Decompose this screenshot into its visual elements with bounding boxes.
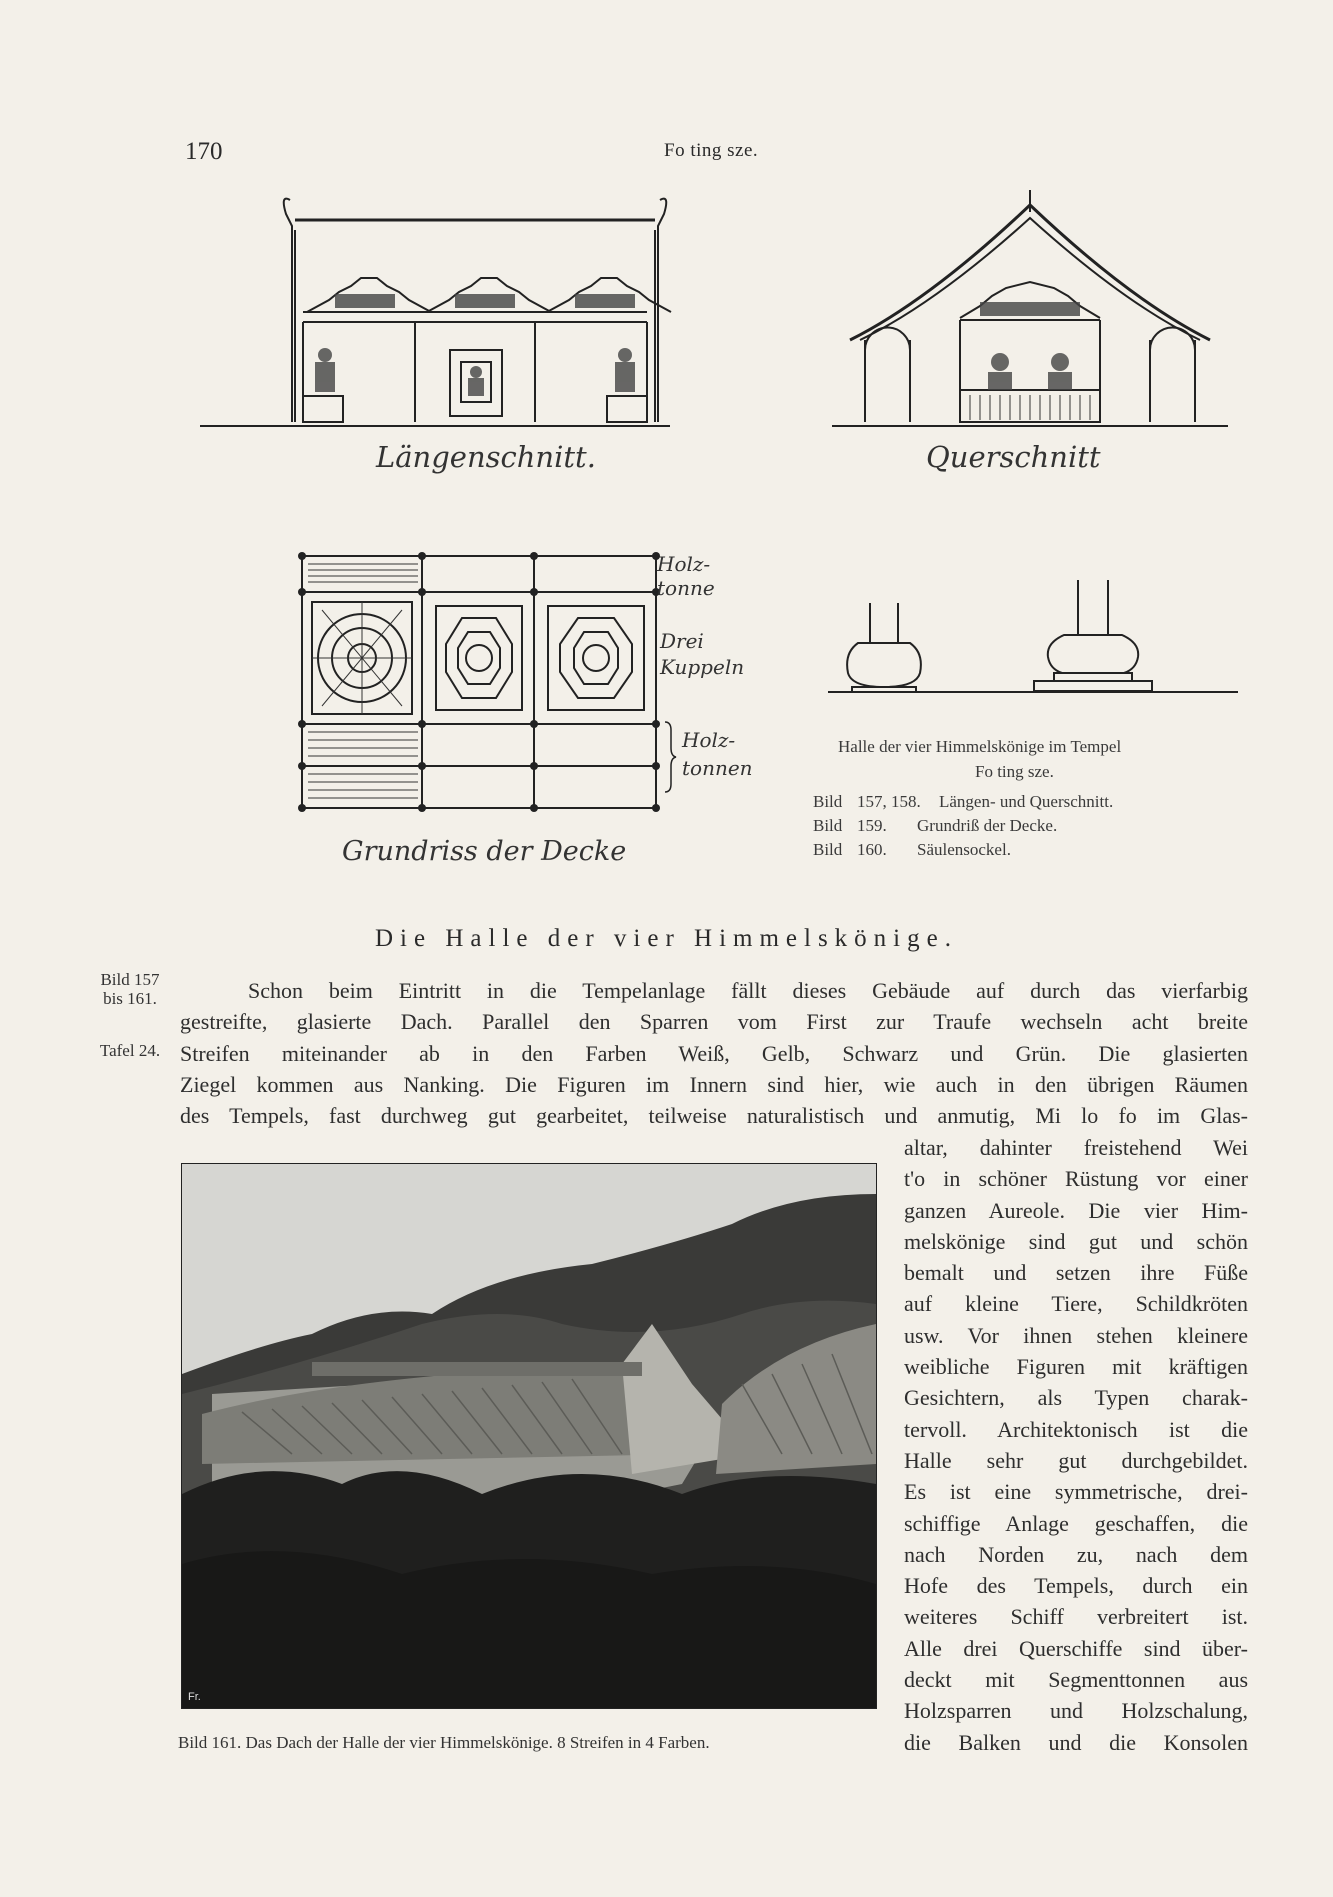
body-line: t'o in schöner Rüstung vor einer	[904, 1166, 1248, 1192]
body-line: nach Norden zu, nach dem	[904, 1541, 1248, 1567]
annotation-line: tonnen	[682, 756, 753, 780]
body-text-full	[180, 975, 1248, 1131]
running-title: Fo ting sze.	[664, 140, 759, 161]
body-line: altar, dahinter freistehend Wei	[904, 1135, 1248, 1160]
body-line: bemalt und setzen ihre Füße	[904, 1260, 1248, 1286]
body-line: weibliche Figuren mit kräftigen	[904, 1354, 1248, 1380]
body-text-column	[904, 1132, 1248, 1758]
annotation-line: Drei	[660, 629, 704, 653]
body-line: Halle sehr gut durchgebildet.	[904, 1447, 1248, 1473]
section-title: Die Halle der vier Himmelskönige.	[375, 925, 958, 952]
body-line: Es ist eine symmetrische, drei-	[904, 1479, 1248, 1505]
longitudinal-section-drawing	[195, 190, 675, 435]
caption-text: Grundriß der Decke.	[917, 816, 1058, 835]
body-line: Schon beim Eintritt in die Tempelanlage fällt dieses Gebäude auf durch das vierfarbig	[248, 978, 1248, 1003]
caption-ref: Bild	[813, 816, 843, 835]
longitudinal-section-label: Längenschnitt.	[376, 440, 596, 474]
body-line: Ziegel kommen aus Nanking. Die Figuren im Innern sind hier, wie auch in den übrigen Räumen	[180, 1071, 1248, 1097]
roof-photograph	[181, 1163, 877, 1709]
plate-caption-line2: Fo ting sze.	[975, 762, 1054, 781]
annotation-line: Holz-	[657, 552, 711, 576]
page-number: 170	[185, 138, 223, 165]
margin-note-line: Bild 157	[100, 970, 160, 989]
body-line: Hofe des Tempels, durch ein	[904, 1573, 1248, 1599]
annotation-line: tonne	[657, 576, 715, 600]
caption-nums: 160.	[857, 840, 887, 859]
ceiling-plan-drawing	[298, 552, 660, 812]
caption-nums: 159.	[857, 816, 887, 835]
caption-nums: 157, 158.	[857, 792, 921, 811]
body-line: Holzsparren und Holzschalung,	[904, 1698, 1248, 1724]
body-line: melskönige sind gut und schön	[904, 1228, 1248, 1254]
photo-corner-mark: Fr.	[188, 1691, 201, 1703]
plan-annotation-middle	[660, 628, 744, 680]
cross-section-drawing	[830, 190, 1230, 435]
plate-caption-row	[813, 838, 1113, 862]
annotation-line: Kuppeln	[660, 655, 745, 679]
body-line: Alle drei Querschiffe sind über-	[904, 1635, 1248, 1661]
body-line: die Balken und die Konsolen	[904, 1729, 1248, 1755]
body-line: usw. Vor ihnen stehen kleinere	[904, 1322, 1248, 1348]
body-line: auf kleine Tiere, Schildkröten	[904, 1291, 1248, 1317]
body-line: ganzen Aureole. Die vier Him-	[904, 1197, 1248, 1223]
margin-note-figures	[84, 970, 176, 1008]
plan-annotation-top	[657, 552, 715, 600]
photo-caption: Bild 161. Das Dach der Halle der vier Himmelskönige. 8 Streifen in 4 Farben.	[178, 1733, 710, 1752]
caption-ref: Bild	[813, 792, 843, 811]
plan-label: Grundriss der Decke	[342, 836, 627, 867]
plan-annotation-bottom	[682, 726, 753, 782]
body-line: des Tempels, fast durchweg gut gearbeitet, teilweise naturalistisch und anmutig, Mi lo fo im Glas-	[180, 1103, 1248, 1129]
body-line: gestreifte, glasierte Dach. Parallel den Sparren vom First zur Traufe wechseln acht breite	[180, 1009, 1248, 1035]
caption-text: Säulensockel.	[917, 840, 1011, 859]
column-base-drawing	[828, 575, 1238, 695]
body-line: schiffige Anlage geschaffen, die	[904, 1510, 1248, 1536]
body-line: Streifen miteinander ab in den Farben Weiß, Gelb, Schwarz und Grün. Die glasierten	[180, 1040, 1248, 1066]
body-line: weiteres Schiff verbreitert ist.	[904, 1604, 1248, 1630]
bracket-icon	[663, 720, 677, 795]
plate-caption-row	[813, 790, 1113, 814]
plate-caption-row	[813, 814, 1113, 838]
plate-caption-list	[813, 790, 1113, 862]
plate-caption-line1: Halle der vier Himmelskönige im Tempel	[838, 737, 1122, 756]
caption-ref: Bild	[813, 840, 843, 859]
body-line: deckt mit Segmenttonnen aus	[904, 1667, 1248, 1693]
body-line: Gesichtern, als Typen charak-	[904, 1385, 1248, 1411]
margin-note-line: bis 161.	[103, 989, 157, 1008]
margin-note-plate: Tafel 24.	[99, 1041, 161, 1060]
caption-text: Längen- und Querschnitt.	[939, 792, 1114, 811]
cross-section-label: Querschnitt	[926, 440, 1101, 474]
annotation-line: Holz-	[682, 728, 736, 752]
body-line: tervoll. Architektonisch ist die	[904, 1416, 1248, 1442]
